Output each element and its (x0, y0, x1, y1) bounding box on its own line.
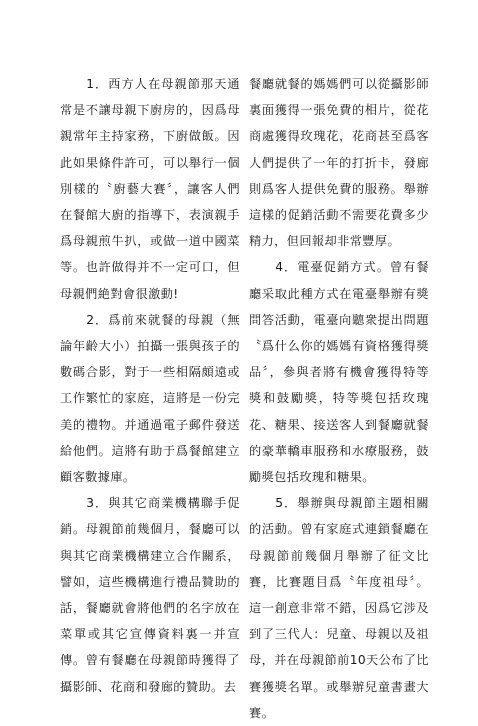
paragraph-5: 5．舉辦與母親節主題相關的活動。曾有家庭式連鎖餐廳在母親節前幾個月舉辦了征文比賽，比賽題目爲〝年度祖母〞。這一創意非常不錯，因爲它涉及到了三代人：兒童、母親以及祖母，并在母親節前10天公布了比賽獲獎名單。或舉辦兒童書畫大賽。 (249, 496, 429, 720)
paragraph-3: 3．與其它商業機構聯手促銷。母親節前幾個月，餐廳可以與其它商業機構建立合作關系，譬如，這些機構進行禮品贊助的話，餐廳就會將他們的名字放在菜單或其它宣傳資料裏一并宣傳。曾有餐廳在母親節時獲得了攝影師、花商和發廊的贊助。去 (60, 496, 240, 694)
right-column (249, 71, 429, 726)
paragraph-4: 4．電臺促銷方式。曾有餐廳采取此種方式在電臺舉辦有獎問答活動，電臺向聽衆提出問題〝爲什么你的媽媽有資格獲得獎品〞，參與者將有機會獲得特等獎和鼓勵獎，特等獎包括玫瑰花、糖果、接送客人到餐廳就餐的豪華轎車服務和水療服務，鼓勵獎包括玫瑰和糖果。 (249, 260, 429, 485)
paragraph-1: 1．西方人在母親節那天通常是不讓母親下廚房的，因爲母親常年主持家務，下廚做飯。因此如果條件許可，可以舉行一個別樣的〝廚藝大賽〞，讓客人們在餐館大廚的指導下，表演親手爲母親煎牛扒，或做一道中國菜等。也許做得并不一定可口，但母親們絶對會很激動! (60, 77, 240, 301)
paragraph-2: 2．爲前來就餐的母親（無論年齡大小）拍攝一張與孩子的數碼合影，對于一些相隔頗遠或工作繁忙的家庭，這將是一份完美的禮物。并通過電子郵件發送給他們。這將有助于爲餐館建立顧客數據庫。 (60, 312, 240, 485)
left-column (60, 71, 240, 700)
paragraph-3-continued: 餐廳就餐的媽媽們可以從攝影師裏面獲得一張免費的相片，從花商處獲得玫瑰花，花商甚至爲客人們提供了一年的打折卡，發廊則爲客人提供免費的服務。舉辦這樣的促銷活動不需要花費多少精力，但回報却非常豐厚。 (249, 77, 429, 249)
